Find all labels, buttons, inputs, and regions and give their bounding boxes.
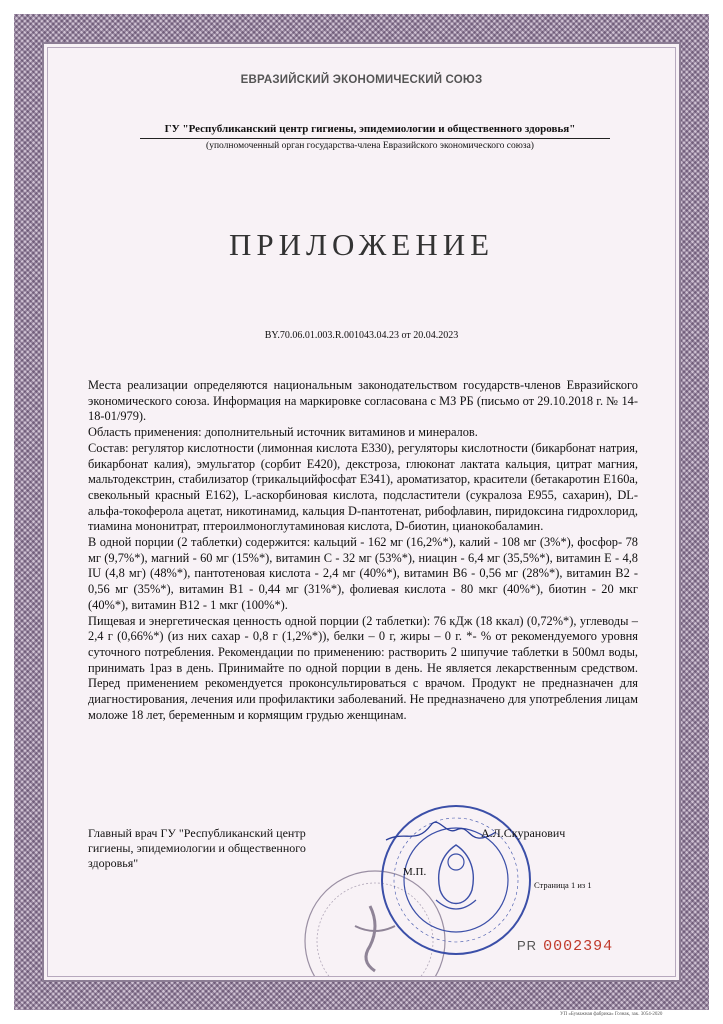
certificate-number: BY.70.06.01.003.R.001043.04.23 от 20.04.2023 [264,330,459,341]
organization-note: (уполномоченный орган государства-члена Евразийского экономического союза) [206,141,534,151]
official-stamp [376,800,536,960]
union-header: ЕВРАЗИЙСКИЙ ЭКОНОМИЧЕСКИЙ СОЮЗ [240,74,483,86]
paragraph-energy-usage: Пищевая и энергетическая ценность одной порции (2 таблетки): 76 кДж (18 ккал) (0,72%*), углеводы – 2,4 г (0,66%*) (из них сахар - 0,8 г (1,2%*)), белки – 0 г, жиры – 0 г. *- % от рекомендуемого уровня суточного потребления. Рекомендации по применению: растворить 2 шипучие таблетки в 500мл воды, принимать 1раз в день. Принимайте по одной порции в день. Не является лекарственным средством. Перед применением рекомендуется проконсультироваться с врачом. Продукт не предназначен для диагностирования, лечения или профилактики заболеваний. Не предназначено для употребления лицам моложе 18 лет, беременным и кормящим грудью женщинам. [88,613,638,722]
organization-underline [140,138,610,139]
organization-name: ГУ "Республиканский центр гигиены, эпидемиологии и общественного здоровья" [164,123,576,135]
paragraph-composition: Состав: регулятор кислотности (лимонная кислота Е330), регуляторы кислотности (бикарбонат натрия, бикарбонат калия), эмульгатор (сорбит Е420), декстроза, глюконат лактата кальция, цитрат магния, мальтодекстрин, стабилизатор (трикальцийфосфат Е341), ароматизатор, красители (бетакаротин Е160а, свекольный красный Е162), L-аскорбиновая кислота, подсластители (сукралоза Е955, сахарин), DL-альфа-токоферола ацетат, никотинамид, кальция D-пантотенат, рибофлавин, пиридоксина гидрохлорид, тиамина мононитрат, птероилмоноглутаминовая кислота, D-биотин, цианокобаламин. [88,440,638,534]
serial-digits: 0002394 [543,938,614,955]
serial-label: PR [517,938,538,953]
page-number: Страница 1 из 1 [534,880,592,890]
document-title: ПРИЛОЖЕНИЕ [228,227,495,262]
document-body [88,378,638,723]
printer-footnote: УП «Бумажная фабрика» Гознак, зак. 3054-2020 [560,1012,663,1017]
paragraph-sales: Места реализации определяются национальным законодательством государств-членов Евразийского экономического союза. Информация на маркировке согласована с МЗ РБ (письмо от 29.10.2018 г. № 14-18-01/979). [88,378,638,424]
paragraph-scope: Область применения: дополнительный источник витаминов и минералов. [88,425,478,440]
serial-number [517,938,613,955]
seal-mark: М.П. [403,866,427,878]
paragraph-nutrients: В одной порции (2 таблетки) содержится: кальций - 162 мг (16,2%*), калий - 108 мг (3%*), фосфор- 78 мг (9,7%*), магний - 60 мг (15%*), витамин С - 32 мг (53%*), ниацин - 6,4 мг (35,5%*), витамин Е - 4,8 IU (4,8 мг) (48%*), пантотеновая кислота - 2,4 мг (40%*), витамин В6 - 0,56 мг (28%*), витамин В2 - 0,56 мг (35%*), витамин В1 - 0,44 мг (31%*), фолиевая кислота - 80 мкг (40%*), биотин - 20 мкг (40%*), витамин В12 - 1 мкг (100%*). [88,535,638,612]
signatory-name: А.Л.Скуранович [481,826,566,840]
signatory-position: Главный врач ГУ "Республиканский центр гигиены, эпидемиологии и общественного здоровья" [88,826,306,870]
